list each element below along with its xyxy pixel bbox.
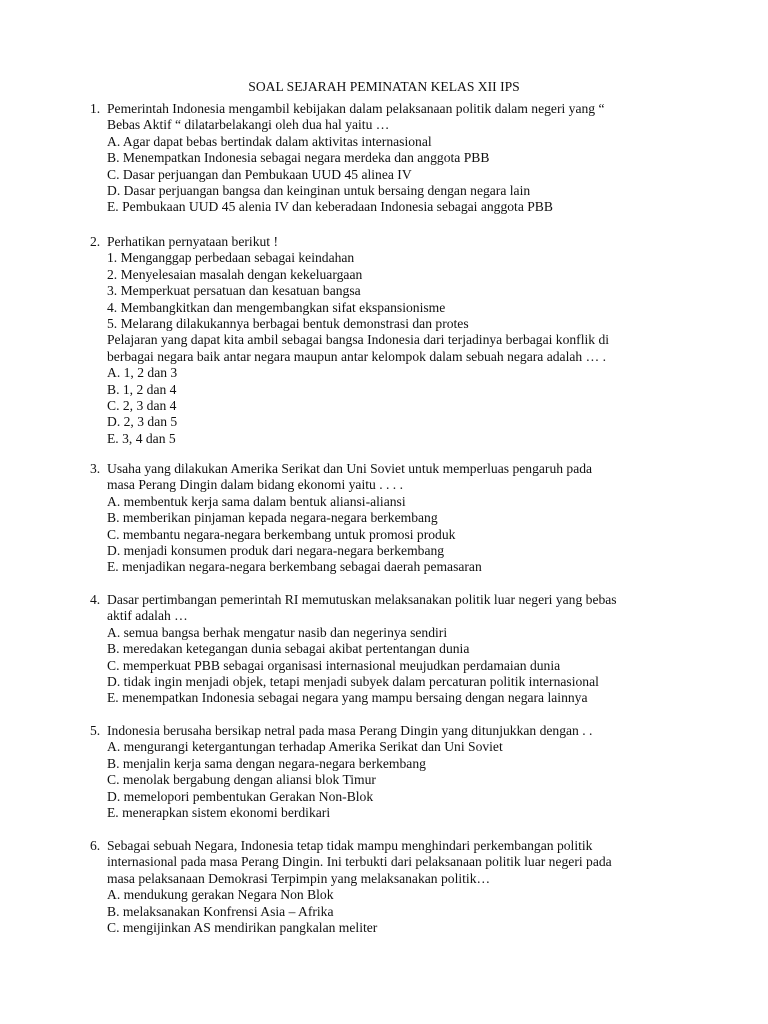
- answer-option: A. Agar dapat bebas bertindak dalam aktivitas internasional: [107, 133, 432, 149]
- answer-option: B. menjalin kerja sama dengan negara-negara berkembang: [107, 755, 426, 771]
- answer-option: A. mendukung gerakan Negara Non Blok: [107, 887, 334, 903]
- answer-option: B. memberikan pinjaman kepada negara-negara berkembang: [107, 510, 438, 526]
- question-prompt: Pelajaran yang dapat kita ambil sebagai bangsa Indonesia dari terjadinya berbagai konflik di: [107, 332, 610, 348]
- page-title: SOAL SEJARAH PEMINATAN KELAS XII IPS: [248, 79, 520, 94]
- answer-option: C. Dasar perjuangan dan Pembukaan UUD 45 alinea IV: [107, 166, 412, 182]
- question-number: 5.: [90, 723, 101, 738]
- question-number: 4.: [90, 592, 101, 607]
- answer-option: C. mengijinkan AS mendirikan pangkalan meliter: [107, 920, 378, 936]
- statement-item: 2. Menyelesaian masalah dengan kekeluargaan: [107, 266, 363, 282]
- question-prompt: berbagai negara baik antar negara maupun antar kelompok dalam sebuah negara adalah … .: [107, 348, 606, 364]
- question-stem: 5. Indonesia berusaha bersikap netral pada masa Perang Dingin yang ditunjukkan dengan . .: [90, 723, 593, 738]
- statement-item: 3. Memperkuat persatuan dan kesatuan bangsa: [107, 283, 361, 299]
- answer-option: C. memperkuat PBB sebagai organisasi internasional meujudkan perdamaian dunia: [107, 657, 561, 673]
- question-number: 2.: [90, 234, 101, 249]
- statement-item: 5. Melarang dilakukannya berbagai bentuk demonstrasi dan protes: [107, 316, 469, 332]
- question-stem: internasional pada masa Perang Dingin. Ini terbukti dari pelaksanaan politik luar negeri pada: [107, 854, 612, 870]
- answer-option: D. tidak ingin menjadi objek, tetapi menjadi subyek dalam percaturan politik internasional: [107, 674, 599, 690]
- question-stem: Bebas Aktif “ dilatarbelakangi oleh dua hal yaitu …: [107, 117, 390, 133]
- question-6: [90, 838, 690, 936]
- answer-option: D. menjadi konsumen produk dari negara-negara berkembang: [107, 543, 445, 559]
- answer-option: E. menerapkan sistem ekonomi berdikari: [107, 805, 331, 821]
- answer-option: E. menempatkan Indonesia sebagai negara yang mampu bersaing dengan negara lainnya: [107, 690, 588, 706]
- answer-option: A. mengurangi ketergantungan terhadap Amerika Serikat dan Uni Soviet: [107, 739, 503, 755]
- question-stem: 2. Perhatikan pernyataan berikut !: [90, 234, 278, 249]
- answer-option: B. Menempatkan Indonesia sebagai negara merdeka dan anggota PBB: [107, 150, 490, 166]
- answer-option: B. melaksanakan Konfrensi Asia – Afrika: [107, 903, 334, 919]
- answer-option: A. semua bangsa berhak mengatur nasib dan negerinya sendiri: [107, 624, 448, 640]
- answer-option: E. menjadikan negara-negara berkembang sebagai daerah pemasaran: [107, 559, 482, 575]
- question-3: [90, 461, 690, 576]
- question-1: [90, 101, 690, 216]
- question-stem: 3. Usaha yang dilakukan Amerika Serikat dan Uni Soviet untuk memperluas pengaruh pada: [90, 461, 593, 476]
- answer-option: B. 1, 2 dan 4: [107, 381, 177, 397]
- question-4: [90, 592, 690, 707]
- question-number: 6.: [90, 838, 101, 853]
- answer-option: C. menolak bergabung dengan aliansi blok Timur: [107, 772, 376, 788]
- question-stem: masa Perang Dingin dalam bidang ekonomi yaitu . . . .: [107, 477, 403, 493]
- statement-item: 4. Membangkitkan dan mengembangkan sifat ekspansionisme: [107, 299, 446, 315]
- question-stem: aktif adalah …: [107, 608, 188, 624]
- question-number: 3.: [90, 461, 101, 476]
- answer-option: E. Pembukaan UUD 45 alenia IV dan keberadaan Indonesia sebagai anggota PBB: [107, 199, 553, 215]
- question-stem: 1. Pemerintah Indonesia mengambil kebijakan dalam pelaksanaan politik dalam negeri yang “: [90, 101, 605, 116]
- answer-option: C. membantu negara-negara berkembang untuk promosi produk: [107, 526, 456, 542]
- question-number: 1.: [90, 101, 101, 116]
- question-stem: masa pelaksanaan Demokrasi Terpimpin yang melaksanakan politik…: [107, 870, 491, 886]
- answer-option: A. membentuk kerja sama dalam bentuk aliansi-aliansi: [107, 493, 406, 509]
- question-2: [90, 234, 690, 447]
- statement-item: 1. Menganggap perbedaan sebagai keindahan: [107, 250, 355, 266]
- answer-option: D. Dasar perjuangan bangsa dan keinginan untuk bersaing dengan negara lain: [107, 183, 531, 199]
- answer-option: B. meredakan ketegangan dunia sebagai akibat pertentangan dunia: [107, 641, 470, 657]
- answer-option: D. 2, 3 dan 5: [107, 414, 178, 430]
- question-stem: 6. Sebagai sebuah Negara, Indonesia tetap tidak mampu menghindari perkembangan politik: [90, 838, 593, 853]
- answer-option: A. 1, 2 dan 3: [107, 365, 178, 381]
- question-5: [90, 723, 690, 821]
- answer-option: E. 3, 4 dan 5: [107, 430, 176, 446]
- answer-option: C. 2, 3 dan 4: [107, 398, 177, 414]
- answer-option: D. memelopori pembentukan Gerakan Non-Blok: [107, 788, 374, 804]
- question-stem: 4. Dasar pertimbangan pemerintah RI memutuskan melaksanakan politik luar negeri yang bebas: [90, 592, 617, 607]
